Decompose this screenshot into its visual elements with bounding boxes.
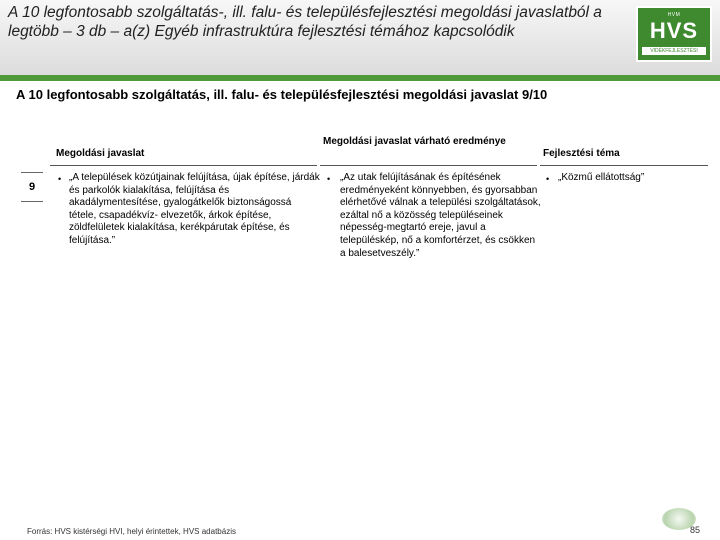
bullet-result: •: [327, 174, 331, 184]
header-underline-result: [320, 165, 537, 166]
logo-band-text: VIDÉKFEJLESZTÉSI STRATÉGIA: [642, 47, 706, 55]
logo-main-text: HVS: [649, 18, 699, 43]
row-number: 9: [21, 172, 43, 202]
proposal-text: „A települések közútjainak felújítása, újak építése, járdák és parkolók kialakítása, felújítása és akadálymentesítése, gyalogátkelők biztonságossá tétele, csapadékvíz- elvezetők, árkok építése, zöldfelületek kialakítása, kerékpárutak építése, és felújítása.”: [69, 172, 320, 246]
hvs-logo: [636, 6, 712, 62]
green-divider: [0, 75, 720, 81]
topic-text: „Közmű ellátottság”: [558, 172, 645, 183]
bullet-proposal: •: [58, 174, 62, 184]
header-underline-proposal: [50, 165, 317, 166]
result-text: „Az utak felújításának és építésének eredményeként könnyebben, és gyorsabban elérhetővé válnak a települési szolgáltatások, ezáltal nő a közösség településeinek népesség-megtartó ereje, javul a településkép, nő a komfortérzet, és csökken a balesetveszély.”: [340, 172, 541, 259]
column-header-result: Megoldási javaslat várható eredménye: [323, 136, 506, 147]
column-header-topic: Fejlesztési téma: [543, 148, 620, 159]
column-header-proposal: Megoldási javaslat: [56, 148, 145, 159]
page-number: 85: [690, 525, 701, 535]
header-underline-topic: [540, 165, 708, 166]
page-headline: A 10 legfontosabb szolgáltatás-, ill. falu- és településfejlesztési megoldási javaslatból a legtöbb – 3 db – a(z) Egyéb infrastruktúra fejlesztési témához kapcsolódik: [8, 4, 602, 40]
logo-top-text: HVM: [667, 12, 681, 18]
source-note: Forrás: HVS kistérségi HVI, helyi érintettek, HVS adatbázis: [27, 527, 236, 536]
slide-subtitle: A 10 legfontosabb szolgáltatás, ill. falu- és településfejlesztési megoldási javaslat 9/10: [16, 87, 548, 102]
bullet-topic: •: [546, 174, 550, 184]
header-bar: [0, 0, 720, 75]
